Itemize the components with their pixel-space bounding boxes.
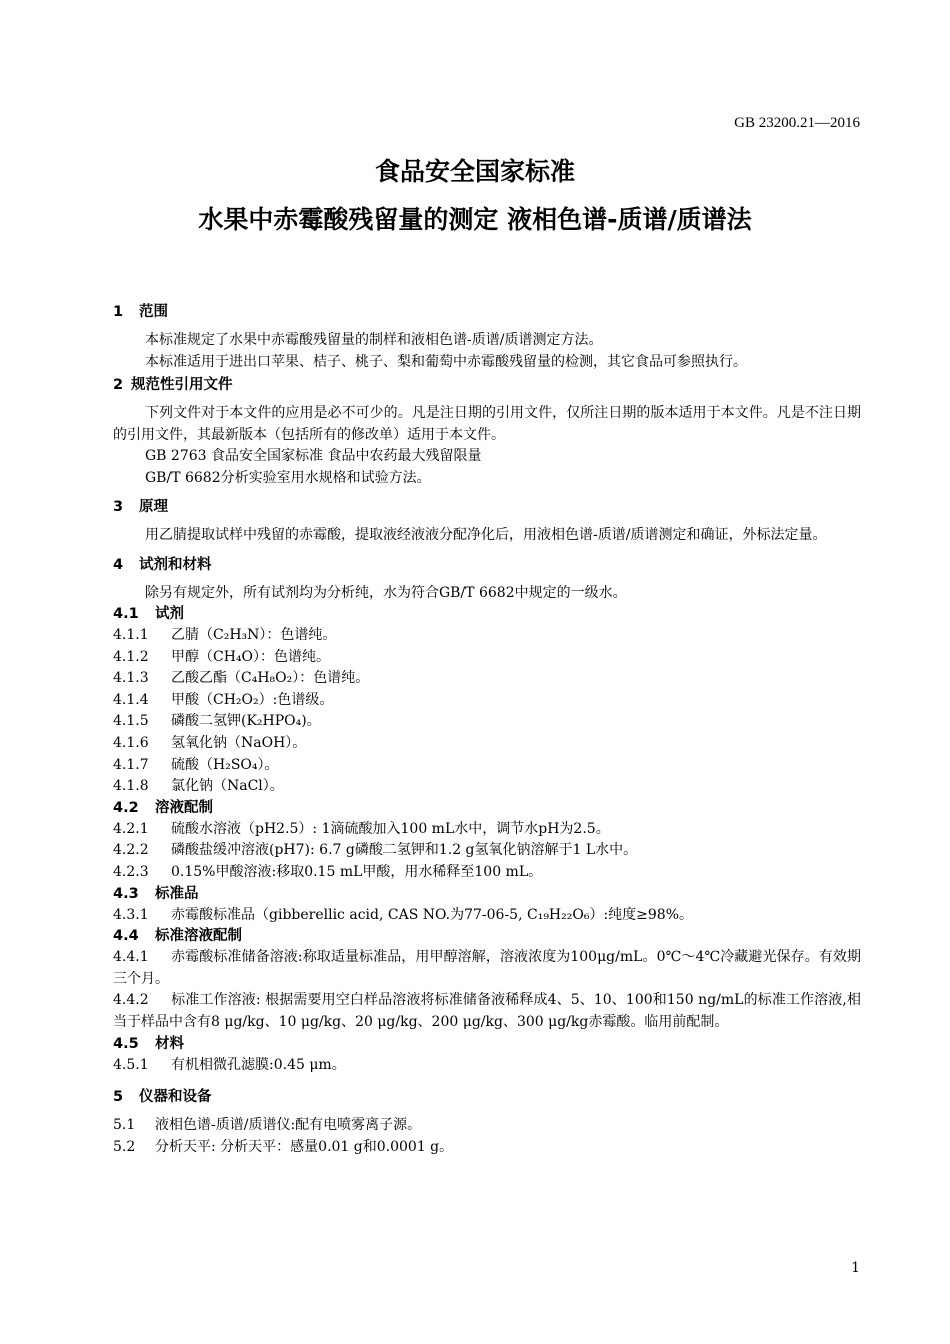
- list-item: 4.1.6 氢氧化钠（NaOH）。: [113, 734, 307, 751]
- subsection-heading-4-5: 4.5 材料: [113, 1035, 184, 1052]
- list-item: 4.1.8 氯化钠（NaCl）。: [113, 778, 284, 795]
- subsection-heading-4-4: 4.4 标准溶液配制: [113, 928, 242, 945]
- section-heading-4: 4 试剂和材料: [113, 556, 212, 573]
- section-heading-2: 2 规范性引用文件: [113, 377, 233, 393]
- paragraph: 下列文件对于本文件的应用是必不可少的。凡是注日期的引用文件，仅所注日期的版本适用于本文件。凡是不注日期的引用文件，其最新版本（包括所有的修改单）适用于本文件。: [113, 405, 861, 443]
- document-title-line1: 食品安全国家标准: [374, 157, 575, 186]
- standard-number: GB 23200.21—2016: [734, 115, 860, 131]
- list-item: 4.3.1 赤霉酸标准品（gibberellic acid, CAS NO.为77-06-5, C₁₉H₂₂O₆）:纯度≥98%。: [113, 906, 694, 923]
- list-item: 5.2 分析天平: 分析天平：感量0.01 g和0.0001 g。: [113, 1138, 454, 1155]
- list-item: 4.2.2 磷酸盐缓冲溶液(pH7): 6.7 g磷酸二氢钾和1.2 g氢氧化钠溶解于1 L水中。: [113, 842, 638, 859]
- list-item: 4.1.2 甲醇（CH₄O）：色谱纯。: [113, 648, 331, 665]
- paragraph: 本标准规定了水果中赤霉酸残留量的制样和液相色谱-质谱/质谱测定方法。: [145, 332, 603, 348]
- page-number: 1: [851, 1260, 860, 1276]
- list-item: 4.1.7 硫酸（H₂SO₄）。: [113, 756, 279, 773]
- document-body: [113, 300, 861, 1158]
- subsection-heading-4-1: 4.1 试剂: [113, 606, 184, 622]
- list-item: 4.1.3 乙酸乙酯（C₄H₈O₂）：色谱纯。: [113, 670, 370, 687]
- list-item: 4.4.1 赤霉酸标准储备溶液:称取适量标准品，用甲醇溶解，溶液浓度为100μg/mL。0℃～4℃冷藏避光保存。有效期三个月。: [113, 949, 861, 987]
- paragraph: GB/T 6682分析实验室用水规格和试验方法。: [145, 469, 431, 486]
- document-title-line2: 水果中赤霉酸残留量的测定 液相色谱-质谱/质谱法: [198, 205, 752, 234]
- section-heading-3: 3 原理: [113, 499, 168, 515]
- list-item: 4.5.1 有机相微孔滤膜:0.45 μm。: [113, 1056, 346, 1073]
- list-item: 4.1.4 甲酸（CH₂O₂）:色谱级。: [113, 691, 334, 708]
- paragraph: 除另有规定外，所有试剂均为分析纯，水为符合GB/T 6682中规定的一级水。: [145, 584, 627, 601]
- list-item: 4.2.3 0.15%甲酸溶液:移取0.15 mL甲酸，用水稀释至100 mL。: [113, 863, 543, 880]
- list-item: 4.1.1 乙腈（C₂H₃N）：色谱纯。: [113, 627, 337, 643]
- list-item: 4.4.2 标准工作溶液: 根据需要用空白样品溶液将标准储备液稀释成4、5、10、100和150 ng/mL的标准工作溶液,相当于样品中含有8 μg/kg、10 μg/kg、20 μg/kg、200 μg/kg、300 μg/kg赤霉酸。临用前配制。: [113, 992, 861, 1030]
- paragraph: GB 2763 食品安全国家标准 食品中农药最大残留限量: [145, 448, 482, 464]
- list-item: 4.2.1 硫酸水溶液（pH2.5）: 1滴硫酸加入100 mL水中，调节水pH为2.5。: [113, 820, 610, 837]
- section-heading-5: 5 仪器和设备: [113, 1089, 212, 1106]
- subsection-heading-4-3: 4.3 标准品: [113, 885, 199, 902]
- subsection-heading-4-2: 4.2 溶液配制: [113, 799, 213, 816]
- list-item: 4.1.5 磷酸二氢钾(K₂HPO₄)。: [113, 713, 321, 730]
- list-item: 5.1 液相色谱-质谱/质谱仪:配有电喷雾离子源。: [113, 1117, 422, 1134]
- paragraph: 本标准适用于进出口苹果、桔子、桃子、梨和葡萄中赤霉酸残留量的检测，其它食品可参照执行。: [145, 353, 747, 370]
- paragraph: 用乙腈提取试样中残留的赤霉酸，提取液经液液分配净化后，用液相色谱-质谱/质谱测定和确证，外标法定量。: [145, 527, 827, 543]
- section-heading-1: 1 范围: [113, 304, 168, 320]
